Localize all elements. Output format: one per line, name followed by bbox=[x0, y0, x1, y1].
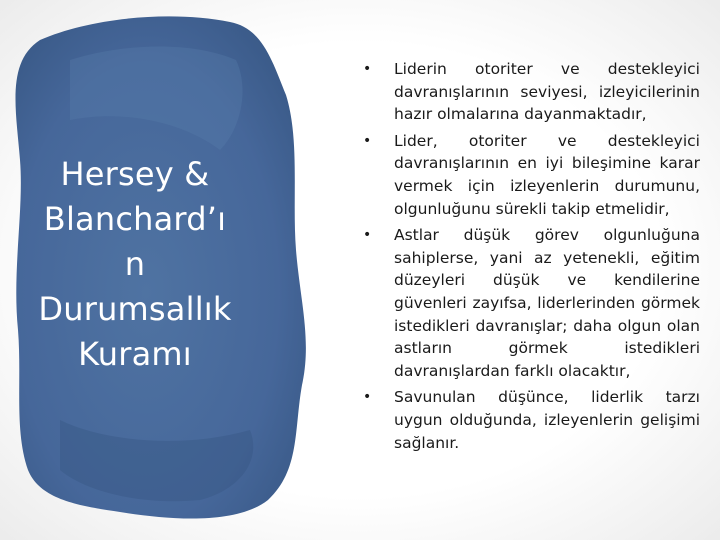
list-item bbox=[360, 130, 700, 220]
bullet-text: Savunulan düşünce, liderlik tarzı uygun olduğunda, izleyenlerin gelişimi sağlanır. bbox=[394, 388, 700, 452]
bullet-icon: • bbox=[363, 389, 372, 406]
bullet-icon: • bbox=[363, 132, 372, 149]
list-item bbox=[360, 58, 700, 126]
bullet-text: Liderin otoriter ve destekleyici davranışlarının seviyesi, izleyicilerinin hazır olmalarına dayanmaktadır, bbox=[394, 60, 700, 124]
bullet-list bbox=[360, 58, 700, 458]
list-item bbox=[360, 386, 700, 454]
slide-title: Hersey & Blanchard’ı n Durumsallık Kuramı bbox=[38, 155, 232, 373]
bullet-icon: • bbox=[363, 227, 372, 244]
list-item bbox=[360, 224, 700, 382]
bullet-icon: • bbox=[363, 61, 372, 77]
bullet-text: Lider, otoriter ve destekleyici davranışlarının en iyi bileşimine karar vermek için izleyenlerin durumunu, olgunluğunu sürekli takip etmelidir, bbox=[394, 131, 700, 218]
bullet-text: Astlar düşük görev olgunluğuna sahiplerse, yani az yetenekli, eğitim düzeyleri düşük ve kendilerine güvenleri zayıfsa, liderlerinden görmek istedikleri davranışlar; daha olgun olan astların görmek istedikleri davranışlardan farklı olacaktır, bbox=[394, 226, 700, 380]
